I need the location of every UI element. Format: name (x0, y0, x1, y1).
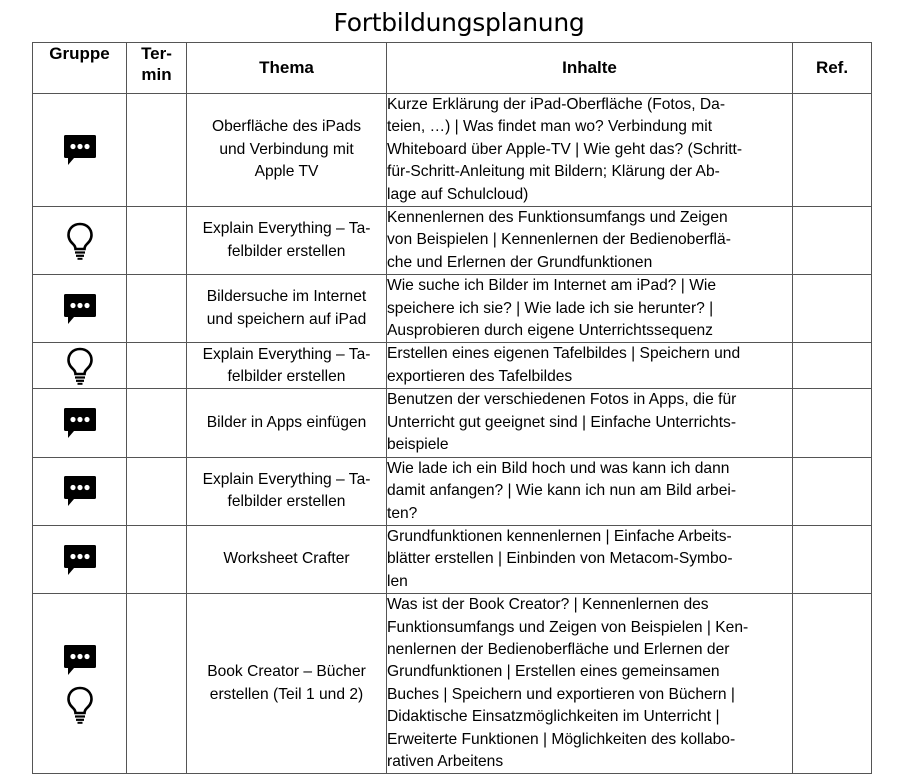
gruppe-cell (33, 207, 127, 275)
gruppe-cell (33, 525, 127, 593)
chat-icon (63, 644, 97, 676)
table-row (33, 343, 872, 389)
column-header-thema: Thema (187, 43, 387, 94)
thema-cell (187, 94, 387, 207)
table-row (33, 457, 872, 525)
inhalte-line: ten? (387, 504, 418, 522)
inhalte-line: lage auf Schulcloud) (387, 185, 529, 203)
termin-cell (127, 594, 187, 774)
gruppe-icons (33, 544, 126, 576)
inhalte-cell (387, 207, 793, 275)
inhalte-line: Funktionsumfangs und Zeigen von Beispielen | Ken- (387, 618, 749, 636)
gruppe-cell (33, 389, 127, 457)
inhalte-line: rativen Arbeitens (387, 752, 504, 770)
thema-cell (187, 343, 387, 389)
table-row (33, 525, 872, 593)
gruppe-cell (33, 594, 127, 774)
inhalte-line: Grundfunktionen kennenlernen | Einfache Arbeits- (387, 527, 732, 545)
gruppe-icons (33, 644, 126, 724)
column-header-gruppe: Gruppe (33, 43, 127, 94)
inhalte-cell (387, 94, 793, 207)
gruppe-icons (33, 347, 126, 385)
header-row (33, 43, 872, 94)
training-plan-table (32, 42, 872, 774)
column-header-ref: Ref. (793, 43, 872, 94)
thema-cell (187, 525, 387, 593)
column-header-termin (127, 43, 187, 94)
ref-cell (793, 207, 872, 275)
table-row (33, 275, 872, 343)
inhalte-cell (387, 343, 793, 389)
inhalte-line: Didaktische Einsatzmöglichkeiten im Unterricht | (387, 708, 720, 726)
termin-cell (127, 389, 187, 457)
inhalte-line: Kurze Erklärung der iPad-Oberfläche (Fotos, Da- (387, 96, 726, 113)
ref-cell (793, 457, 872, 525)
table-row (33, 94, 872, 207)
inhalte-line: teien, …) | Was findet man wo? Verbindung mit (387, 118, 713, 136)
ref-cell (793, 594, 872, 774)
inhalte-line: Grundfunktionen | Erstellen eines gemeinsamen (387, 663, 720, 681)
inhalte-line: blätter erstellen | Einbinden von Metacom-Symbo- (387, 550, 733, 568)
chat-icon (63, 407, 97, 439)
inhalte-line: von Beispielen | Kennenlernen der Bedienoberflä- (387, 231, 731, 249)
thema-line: Book Creator – Bücher (207, 663, 366, 681)
gruppe-cell (33, 275, 127, 343)
gruppe-icons (33, 134, 126, 166)
gruppe-cell (33, 94, 127, 207)
thema-cell (187, 207, 387, 275)
inhalte-line: Was ist der Book Creator? | Kennenlernen des (387, 596, 709, 614)
chat-icon (63, 544, 97, 576)
thema-line: Explain Everything – Ta- (202, 220, 371, 238)
thema-line: felbilder erstellen (227, 367, 346, 385)
thema-cell (187, 457, 387, 525)
inhalte-cell (387, 457, 793, 525)
inhalte-line: exportieren des Tafelbildes (387, 367, 573, 385)
gruppe-icons (33, 293, 126, 325)
thema-line: Oberfläche des iPads (211, 118, 362, 136)
column-header-termin-line1: Ter- (141, 44, 172, 63)
inhalte-line: Kennenlernen des Funktionsumfangs und Zeigen (387, 209, 728, 227)
thema-line: felbilder erstellen (227, 242, 346, 260)
thema-line: Explain Everything – Ta- (202, 345, 371, 363)
termin-cell (127, 275, 187, 343)
inhalte-line: len (387, 572, 408, 590)
inhalte-line: Ausprobieren durch eigene Unterrichtssequenz (387, 322, 713, 340)
inhalte-line: speichere ich sie? | Wie lade ich sie herunter? | (387, 299, 714, 317)
gruppe-cell (33, 343, 127, 389)
termin-cell (127, 457, 187, 525)
chat-icon (63, 475, 97, 507)
column-header-inhalte: Inhalte (387, 43, 793, 94)
inhalte-cell (387, 525, 793, 593)
inhalte-line: che und Erlernen der Grundfunktionen (387, 253, 653, 271)
termin-cell (127, 207, 187, 275)
inhalte-cell (387, 389, 793, 457)
ref-cell (793, 525, 872, 593)
page-title: Fortbildungsplanung (333, 8, 585, 37)
table-row (33, 207, 872, 275)
chat-icon (63, 134, 97, 166)
table-row (33, 594, 872, 774)
chat-icon (63, 293, 97, 325)
gruppe-icons (33, 407, 126, 439)
thema-line: und speichern auf iPad (206, 310, 367, 328)
inhalte-line: für-Schritt-Anleitung mit Bildern; Klärung der Ab- (387, 163, 720, 181)
thema-cell (187, 389, 387, 457)
thema-line: Apple TV (254, 163, 319, 181)
lightbulb-icon (66, 347, 94, 385)
ref-cell (793, 94, 872, 207)
inhalte-line: nenlernen der Bedienoberfläche und Erlernen der (387, 640, 730, 658)
lightbulb-icon (66, 222, 94, 260)
gruppe-cell (33, 457, 127, 525)
termin-cell (127, 94, 187, 207)
thema-line: und Verbindung mit (219, 140, 354, 158)
inhalte-line: Whiteboard über Apple-TV | Wie geht das? (Schritt- (387, 140, 743, 158)
inhalte-line: beispiele (387, 436, 449, 454)
lightbulb-icon (66, 686, 94, 724)
thema-line: Bilder in Apps einfügen (206, 413, 367, 431)
table-row (33, 389, 872, 457)
ref-cell (793, 275, 872, 343)
gruppe-icons (33, 475, 126, 507)
inhalte-line: Benutzen der verschiedenen Fotos in Apps, die für (387, 391, 737, 409)
thema-line: Bildersuche im Internet (206, 288, 367, 306)
inhalte-line: Wie lade ich ein Bild hoch und was kann ich dann (387, 459, 730, 477)
gruppe-icons (33, 222, 126, 260)
termin-cell (127, 343, 187, 389)
ref-cell (793, 343, 872, 389)
thema-line: Worksheet Crafter (223, 550, 350, 568)
inhalte-line: Unterricht gut geeignet sind | Einfache Unterrichts- (387, 413, 737, 431)
inhalte-line: Buches | Speichern und exportieren von Büchern | (387, 685, 735, 703)
termin-cell (127, 525, 187, 593)
thema-line: erstellen (Teil 1 und 2) (209, 685, 364, 703)
inhalte-line: Wie suche ich Bilder im Internet am iPad? | Wie (387, 277, 717, 295)
inhalte-line: Erstellen eines eigenen Tafelbildes | Speichern und (387, 345, 741, 363)
thema-line: Explain Everything – Ta- (202, 470, 371, 488)
thema-cell (187, 275, 387, 343)
thema-cell (187, 594, 387, 774)
inhalte-cell (387, 275, 793, 343)
inhalte-cell (387, 594, 793, 774)
column-header-termin-line2: min (141, 65, 172, 84)
inhalte-line: damit anfangen? | Wie kann ich nun am Bild arbei- (387, 482, 737, 500)
inhalte-line: Erweiterte Funktionen | Möglichkeiten des kollabo- (387, 730, 736, 748)
ref-cell (793, 389, 872, 457)
thema-line: felbilder erstellen (227, 493, 346, 511)
